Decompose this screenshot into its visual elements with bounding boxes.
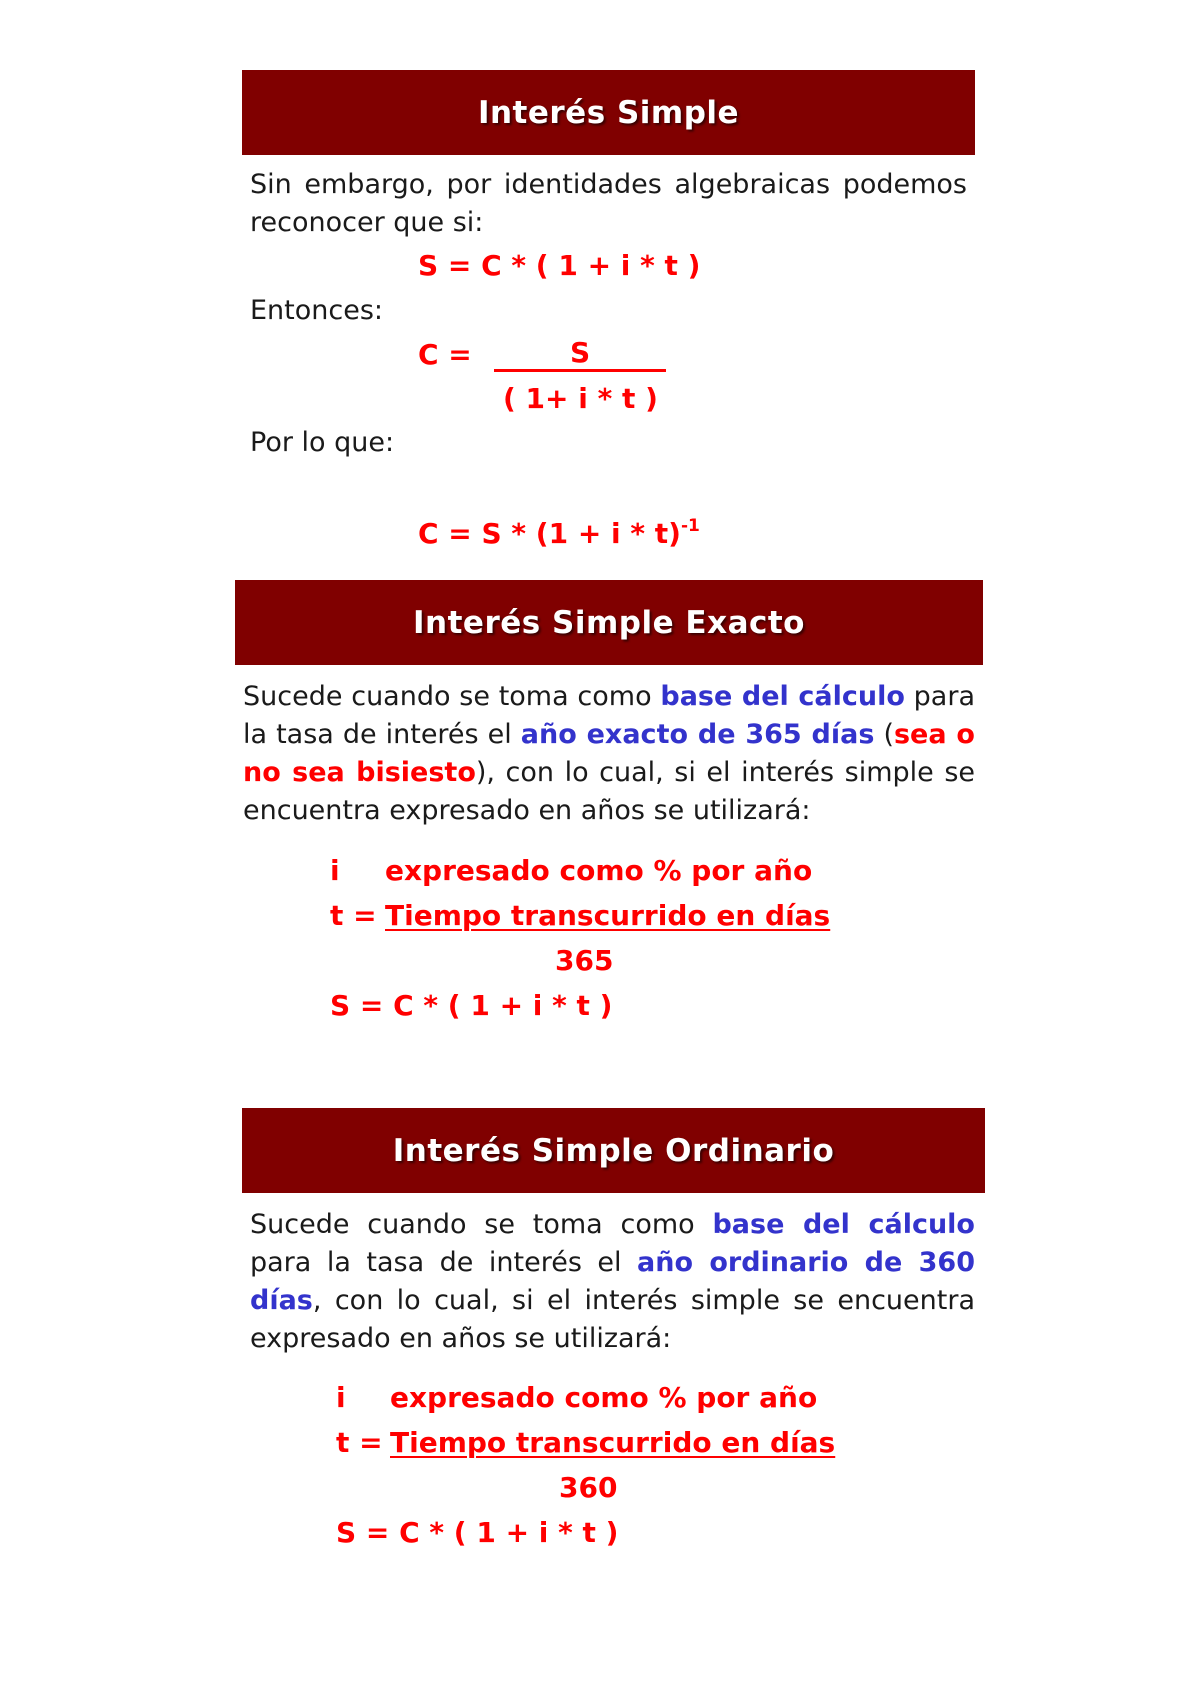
exact-highlight-year: año exacto de 365 días [520, 719, 875, 750]
exact-text-1: Sucede cuando se toma como [243, 681, 661, 712]
ordinary-formula: S = C * ( 1 + i * t ) [336, 1516, 619, 1549]
exact-text-2: para la tasa de interés el [243, 681, 975, 750]
so-label: Por lo que: [250, 427, 395, 458]
formula-c-inverse-base: C = S * (1 + i * t) [418, 517, 681, 550]
exact-formula: S = C * ( 1 + i * t ) [330, 989, 613, 1022]
ordinary-text-1: Sucede cuando se toma como [250, 1209, 713, 1240]
exact-highlight-base: base del cálculo [660, 681, 905, 712]
exact-paragraph [243, 678, 975, 830]
ordinary-text-2: para la tasa de interés el [250, 1247, 638, 1278]
section-title-interes-simple-exacto: Interés Simple Exacto [235, 580, 983, 665]
exact-text-3: ( [874, 719, 894, 750]
formula-s-equals: S = C * ( 1 + i * t ) [418, 249, 701, 282]
fraction-denominator: ( 1+ i * t ) [503, 382, 658, 415]
c-equals-label: C = [418, 338, 472, 371]
section-title-interes-simple-ordinario: Interés Simple Ordinario [242, 1108, 985, 1193]
ordinary-t-label: t = [336, 1426, 383, 1459]
intro-paragraph: Sin embargo, por identidades algebraicas podemos reconocer que si: [250, 169, 967, 238]
fraction-bar [494, 369, 666, 372]
exact-divisor: 365 [555, 944, 614, 977]
exact-highlight-leap: sea o no sea bisiesto [243, 719, 975, 788]
ordinary-highlight-base: base del cálculo [712, 1209, 975, 1240]
exact-t-description: Tiempo transcurrido en días [385, 899, 831, 932]
ordinary-text-3: , con lo cual, si el interés simple se encuentra expresado en años se utilizará: [250, 1285, 975, 1354]
ordinary-t-description: Tiempo transcurrido en días [390, 1426, 836, 1459]
ordinary-i-description: expresado como % por año [390, 1381, 818, 1414]
ordinary-divisor: 360 [559, 1471, 618, 1504]
then-label: Entonces: [250, 295, 384, 326]
exact-i-description: expresado como % por año [385, 854, 813, 887]
formula-c-inverse-exponent: -1 [680, 516, 700, 536]
ordinary-highlight-year: año ordinario de 360 días [250, 1247, 975, 1316]
exact-t-label: t = [330, 899, 377, 932]
formula-c-inverse [418, 508, 700, 552]
section-title-interes-simple: Interés Simple [242, 70, 975, 155]
ordinary-i-label: i [336, 1381, 346, 1414]
exact-i-label: i [330, 854, 340, 887]
exact-text-4: ), con lo cual, si el interés simple se encuentra expresado en años se utilizará: [243, 757, 975, 826]
ordinary-paragraph [250, 1206, 975, 1358]
fraction-numerator: S [570, 336, 591, 369]
